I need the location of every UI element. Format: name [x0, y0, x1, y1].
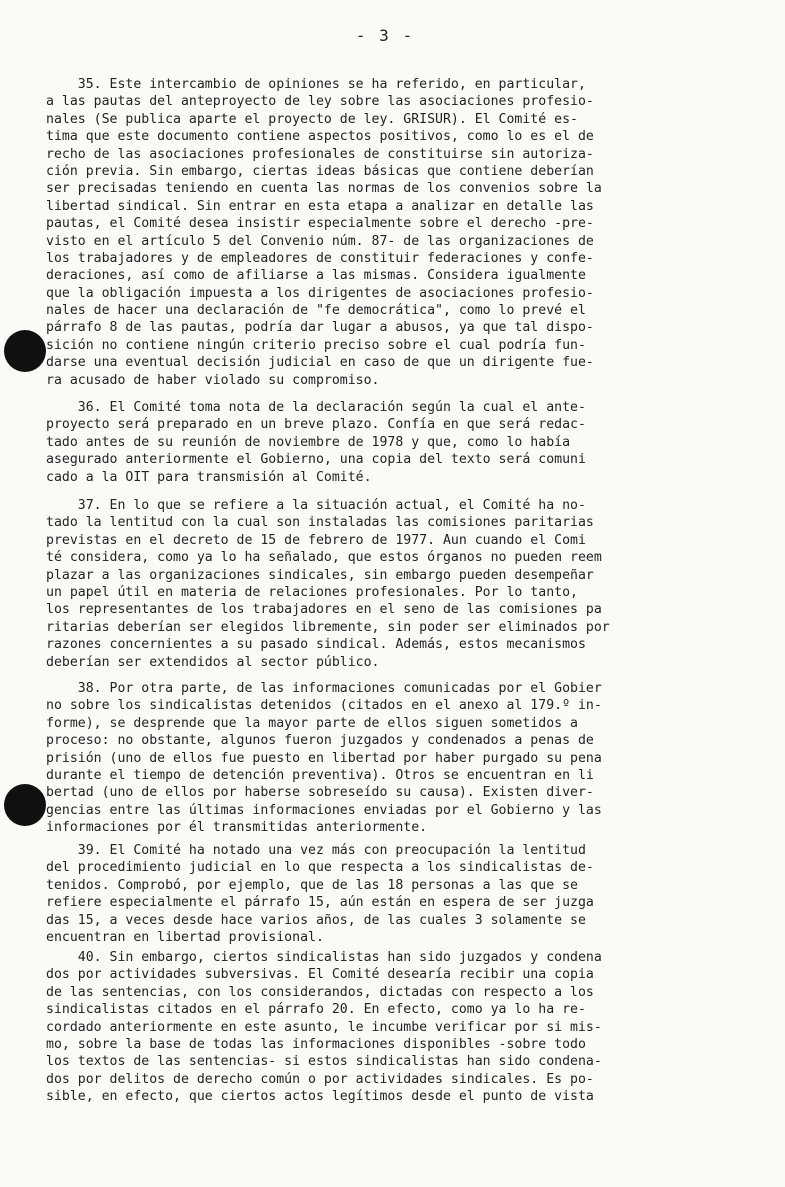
paragraph-39 — [46, 842, 762, 946]
text-line: sindicalistas citados en el párrafo 20. En efecto, como ya lo ha re- — [46, 1002, 586, 1018]
text-line: ción previa. Sin embargo, ciertas ideas básicas que contiene deberían — [46, 163, 594, 179]
page-number: - 3 - — [355, 26, 415, 45]
text-line: durante el tiempo de detención preventiva). Otros se encuentran en li — [46, 767, 594, 783]
text-line: forme), se desprende que la mayor parte de ellos siguen sometidos a — [46, 715, 578, 731]
text-line: no sobre los sindicalistas detenidos (citados en el anexo al 179.º in- — [46, 698, 602, 714]
paragraph-40 — [46, 949, 762, 1106]
paragraph-37 — [46, 497, 762, 671]
text-line: gencias entre las últimas informaciones enviadas por el Gobierno y las — [46, 802, 602, 818]
text-line: deraciones, así como de afiliarse a las mismas. Considera igualmente — [46, 268, 586, 284]
text-line: pautas, el Comité desea insistir especialmente sobre el derecho -pre- — [46, 216, 594, 232]
text-line: de las sentencias, con los considerandos, dictadas con respecto a los — [46, 984, 594, 1000]
text-line: tado la lentitud con la cual son instaladas las comisiones paritarias — [46, 515, 594, 531]
punch-hole-lower — [4, 784, 46, 826]
text-line: cordado anteriormente en este asunto, le incumbe verificar por si mis- — [46, 1019, 602, 1035]
text-line: los trabajadores y de empleadores de constituir federaciones y confe- — [46, 250, 594, 266]
text-line: tenidos. Comprobó, por ejemplo, que de las 18 personas a las que se — [46, 877, 578, 893]
text-line: das 15, a veces desde hace varios años, de las cuales 3 solamente se — [46, 912, 586, 928]
text-line: los representantes de los trabajadores en el seno de las comisiones pa — [46, 602, 602, 618]
text-line: mo, sobre la base de todas las informaciones disponibles -sobre todo — [46, 1036, 586, 1052]
text-line: ser precisadas teniendo en cuenta las normas de los convenios sobre la — [46, 181, 602, 197]
text-line: refiere especialmente el párrafo 15, aún están en espera de ser juzga — [46, 895, 594, 911]
text-line: del procedimiento judicial en lo que respecta a los sindicalistas de- — [46, 860, 594, 876]
text-line: 36. El Comité toma nota de la declaración según la cual el ante- — [46, 400, 586, 415]
text-line: razones concernientes a su pasado sindical. Además, estos mecanismos — [46, 637, 586, 653]
text-line: té considera, como ya lo ha señalado, que estos órganos no pueden reem — [46, 550, 602, 566]
text-line: plazar a las organizaciones sindicales, sin embargo pueden desempeñar — [46, 567, 594, 583]
text-line: ritarias deberían ser elegidos libremente, sin poder ser eliminados por — [46, 619, 610, 635]
text-line: asegurado anteriormente el Gobierno, una copia del texto será comuni — [46, 452, 586, 468]
text-line: que la obligación impuesta a los dirigentes de asociaciones profesio- — [46, 285, 594, 301]
text-line: prisión (uno de ellos fue puesto en libertad por haber purgado su pena — [46, 750, 602, 766]
text-line: encuentran en libertad provisional. — [46, 929, 324, 945]
text-line: informaciones por él transmitidas anteriormente. — [46, 820, 428, 836]
text-line: sición no contiene ningún criterio preciso sobre el cual podría fun- — [46, 337, 586, 353]
text-line: nales de hacer una declaración de "fe democrática", como lo prevé el — [46, 303, 586, 319]
text-line: proyecto será preparado en un breve plazo. Confía en que será redac- — [46, 417, 586, 433]
paragraph-35 — [46, 76, 762, 389]
text-line: darse una eventual decisión judicial en caso de que un dirigente fue- — [46, 355, 594, 371]
text-line: nales (Se publica aparte el proyecto de ley. GRISUR). El Comité es- — [46, 111, 578, 127]
text-line: cado a la OIT para transmisión al Comité. — [46, 469, 372, 485]
text-line: 40. Sin embargo, ciertos sindicalistas han sido juzgados y condena — [46, 950, 602, 965]
text-line: 39. El Comité ha notado una vez más con preocupación la lentitud — [46, 843, 586, 858]
paragraph-38 — [46, 680, 762, 837]
text-line: 37. En lo que se refiere a la situación actual, el Comité ha no- — [46, 498, 586, 513]
text-line: 35. Este intercambio de opiniones se ha referido, en particular, — [46, 77, 586, 92]
text-line: dos por actividades subversivas. El Comité desearía recibir una copia — [46, 967, 594, 983]
text-line: deberían ser extendidos al sector público. — [46, 654, 380, 670]
text-line: bertad (uno de ellos por haberse sobreseído su causa). Existen diver- — [46, 785, 594, 801]
punch-hole-upper — [4, 330, 46, 372]
text-line: recho de las asociaciones profesionales de constituirse sin autoriza- — [46, 146, 594, 162]
text-line: sible, en efecto, que ciertos actos legítimos desde el punto de vista — [46, 1089, 594, 1105]
paragraph-36 — [46, 399, 762, 486]
text-line: tima que este documento contiene aspectos positivos, como lo es el de — [46, 129, 594, 145]
text-line: 38. Por otra parte, de las informaciones comunicadas por el Gobier — [46, 681, 602, 696]
text-line: a las pautas del anteproyecto de ley sobre las asociaciones profesio- — [46, 94, 594, 110]
text-line: proceso: no obstante, algunos fueron juzgados y condenados a penas de — [46, 733, 594, 749]
text-line: dos por delitos de derecho común o por actividades sindicales. Es po- — [46, 1071, 594, 1087]
text-line: párrafo 8 de las pautas, podría dar lugar a abusos, ya que tal dispo- — [46, 320, 594, 336]
text-line: tado antes de su reunión de noviembre de 1978 y que, como lo había — [46, 434, 571, 450]
text-line: previstas en el decreto de 15 de febrero de 1977. Aun cuando el Comi — [46, 532, 586, 548]
text-line: ra acusado de haber violado su compromiso. — [46, 372, 380, 388]
text-line: libertad sindical. Sin entrar en esta etapa a analizar en detalle las — [46, 198, 594, 214]
text-line: los textos de las sentencias- si estos sindicalistas han sido condena- — [46, 1054, 602, 1070]
text-line: visto en el artículo 5 del Convenio núm. 87- de las organizaciones de — [46, 233, 594, 249]
text-line: un papel útil en materia de relaciones profesionales. Por lo tanto, — [46, 584, 578, 600]
